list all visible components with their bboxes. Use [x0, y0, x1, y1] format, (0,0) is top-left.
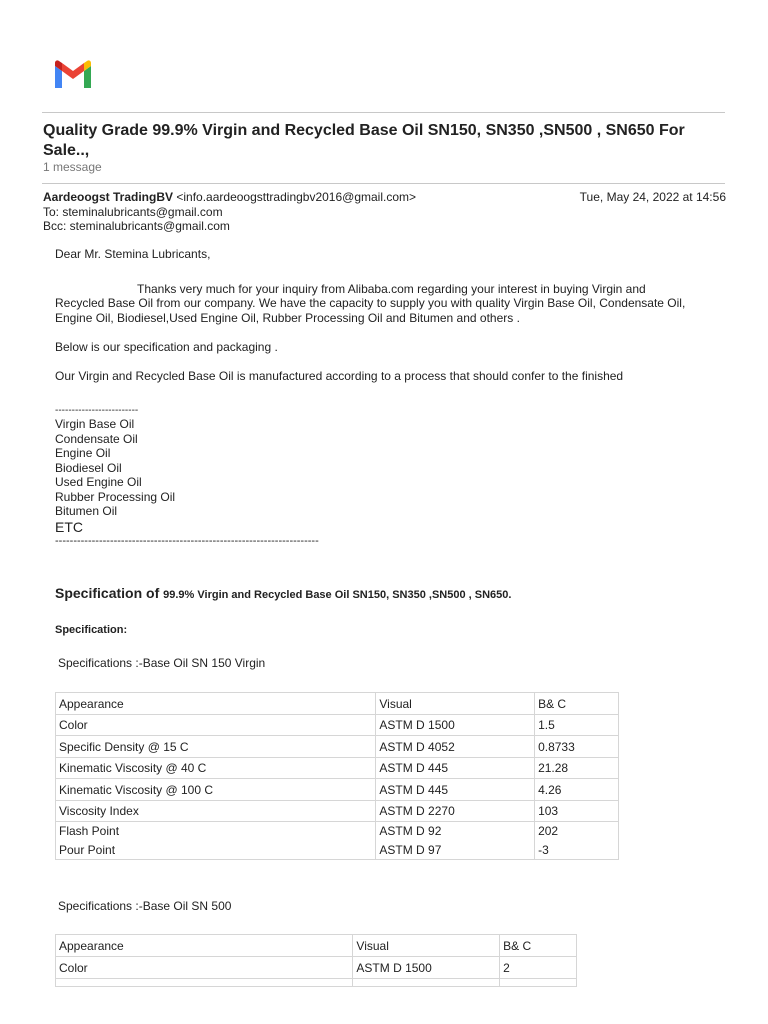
table-cell: Appearance [56, 693, 376, 715]
spec-table-sn150 [55, 692, 619, 860]
table-cell: ASTM D 1500 [376, 715, 535, 736]
table2-caption: Specifications :-Base Oil SN 500 [58, 899, 232, 913]
message-divider [42, 183, 725, 184]
table-cell: 103 [535, 801, 619, 822]
table-row [56, 841, 619, 860]
email-date: Tue, May 24, 2022 at 14:56 [579, 190, 726, 204]
table-cell: B& C [535, 693, 619, 715]
sender-email[interactable]: <info.aardeoogsttradingbv2016@gmail.com> [176, 190, 417, 204]
table-row [56, 693, 619, 715]
table-cell: ASTM D 92 [376, 822, 535, 841]
table-cell: B& C [500, 935, 577, 957]
table-cell: ASTM D 4052 [376, 736, 535, 758]
header-divider [42, 112, 725, 113]
table-cell: Kinematic Viscosity @ 100 C [56, 779, 376, 801]
message-count: 1 message [43, 160, 102, 174]
sender-name: Aardeoogst TradingBV [43, 190, 174, 204]
etc-text: ETC [55, 518, 83, 535]
table-cell: ASTM D 97 [376, 841, 535, 860]
body-line: Recycled Base Oil from our company. We have the capacity to supply you with quality Virgin Base Oil, Condensate Oil, [55, 296, 686, 310]
spec-table-sn500 [55, 934, 577, 987]
body-line: Our Virgin and Recycled Base Oil is manufactured according to a process that should confer to the finished [55, 368, 624, 383]
sender [43, 190, 416, 205]
product-item: Virgin Base Oil [55, 417, 135, 431]
table-cell: Visual [376, 693, 535, 715]
to-line: To: steminalubricants@gmail.com [43, 204, 223, 219]
from-line [43, 190, 726, 205]
table-cell [353, 979, 500, 987]
gmail-logo-icon [52, 58, 94, 90]
table-cell: 4.26 [535, 779, 619, 801]
body-line: Below is our specification and packaging . [55, 339, 278, 354]
email-body [55, 247, 735, 547]
table-cell: Specific Density @ 15 C [56, 736, 376, 758]
table-cell: ASTM D 1500 [353, 957, 500, 979]
table-row [56, 736, 619, 758]
table-cell: Kinematic Viscosity @ 40 C [56, 758, 376, 779]
table-cell: Viscosity Index [56, 801, 376, 822]
table-cell: Flash Point [56, 822, 376, 841]
table-row [56, 801, 619, 822]
table1-caption: Specifications :-Base Oil SN 150 Virgin [58, 656, 266, 670]
table-cell: 202 [535, 822, 619, 841]
product-item: Bitumen Oil [55, 504, 118, 518]
table-cell: Appearance [56, 935, 353, 957]
table-cell: Pour Point [56, 841, 376, 860]
table-cell: Visual [353, 935, 500, 957]
body-line: Thanks very much for your inquiry from Alibaba.com regarding your interest in buying Virgin and [137, 281, 646, 296]
table-cell: 2 [500, 957, 577, 979]
table-row [56, 758, 619, 779]
spec-label: Specification: [55, 624, 128, 636]
greeting: Dear Mr. Stemina Lubricants, [55, 247, 211, 261]
table-cell: 0.8733 [535, 736, 619, 758]
table-cell: 1.5 [535, 715, 619, 736]
table-row [56, 957, 577, 979]
product-item: Engine Oil [55, 446, 111, 460]
divider-text: ------------------------------------------------------------------------ [55, 534, 319, 547]
table-cell [500, 979, 577, 987]
table-row [56, 935, 577, 957]
table-cell: Color [56, 957, 353, 979]
table-row [56, 822, 619, 841]
product-item: Biodiesel Oil [55, 460, 122, 475]
table-row [56, 979, 577, 987]
table-cell: ASTM D 445 [376, 758, 535, 779]
email-subject: Quality Grade 99.9% Virgin and Recycled Base Oil SN150, SN350 ,SN500 , SN650 For Sale.., [43, 122, 685, 159]
table-cell: -3 [535, 841, 619, 860]
table-cell: 21.28 [535, 758, 619, 779]
body-line: Engine Oil, Biodiesel,Used Engine Oil, Rubber Processing Oil and Bitumen and others . [55, 310, 520, 325]
table-cell [56, 979, 353, 987]
table-row [56, 779, 619, 801]
spec-heading [55, 585, 511, 601]
spec-heading-main: Specification of [55, 585, 164, 601]
divider-text: ------------------------- [55, 405, 139, 416]
bcc-line: Bcc: steminalubricants@gmail.com [43, 219, 230, 233]
email-meta [43, 190, 726, 234]
product-item: Used Engine Oil [55, 475, 142, 489]
table-cell: ASTM D 2270 [376, 801, 535, 822]
table-row [56, 715, 619, 736]
product-item: Rubber Processing Oil [55, 489, 176, 504]
spec-heading-sub: 99.9% Virgin and Recycled Base Oil SN150, SN350 ,SN500 , SN650. [163, 589, 512, 601]
product-item: Condensate Oil [55, 431, 138, 446]
table-cell: ASTM D 445 [376, 779, 535, 801]
table-cell: Color [56, 715, 376, 736]
